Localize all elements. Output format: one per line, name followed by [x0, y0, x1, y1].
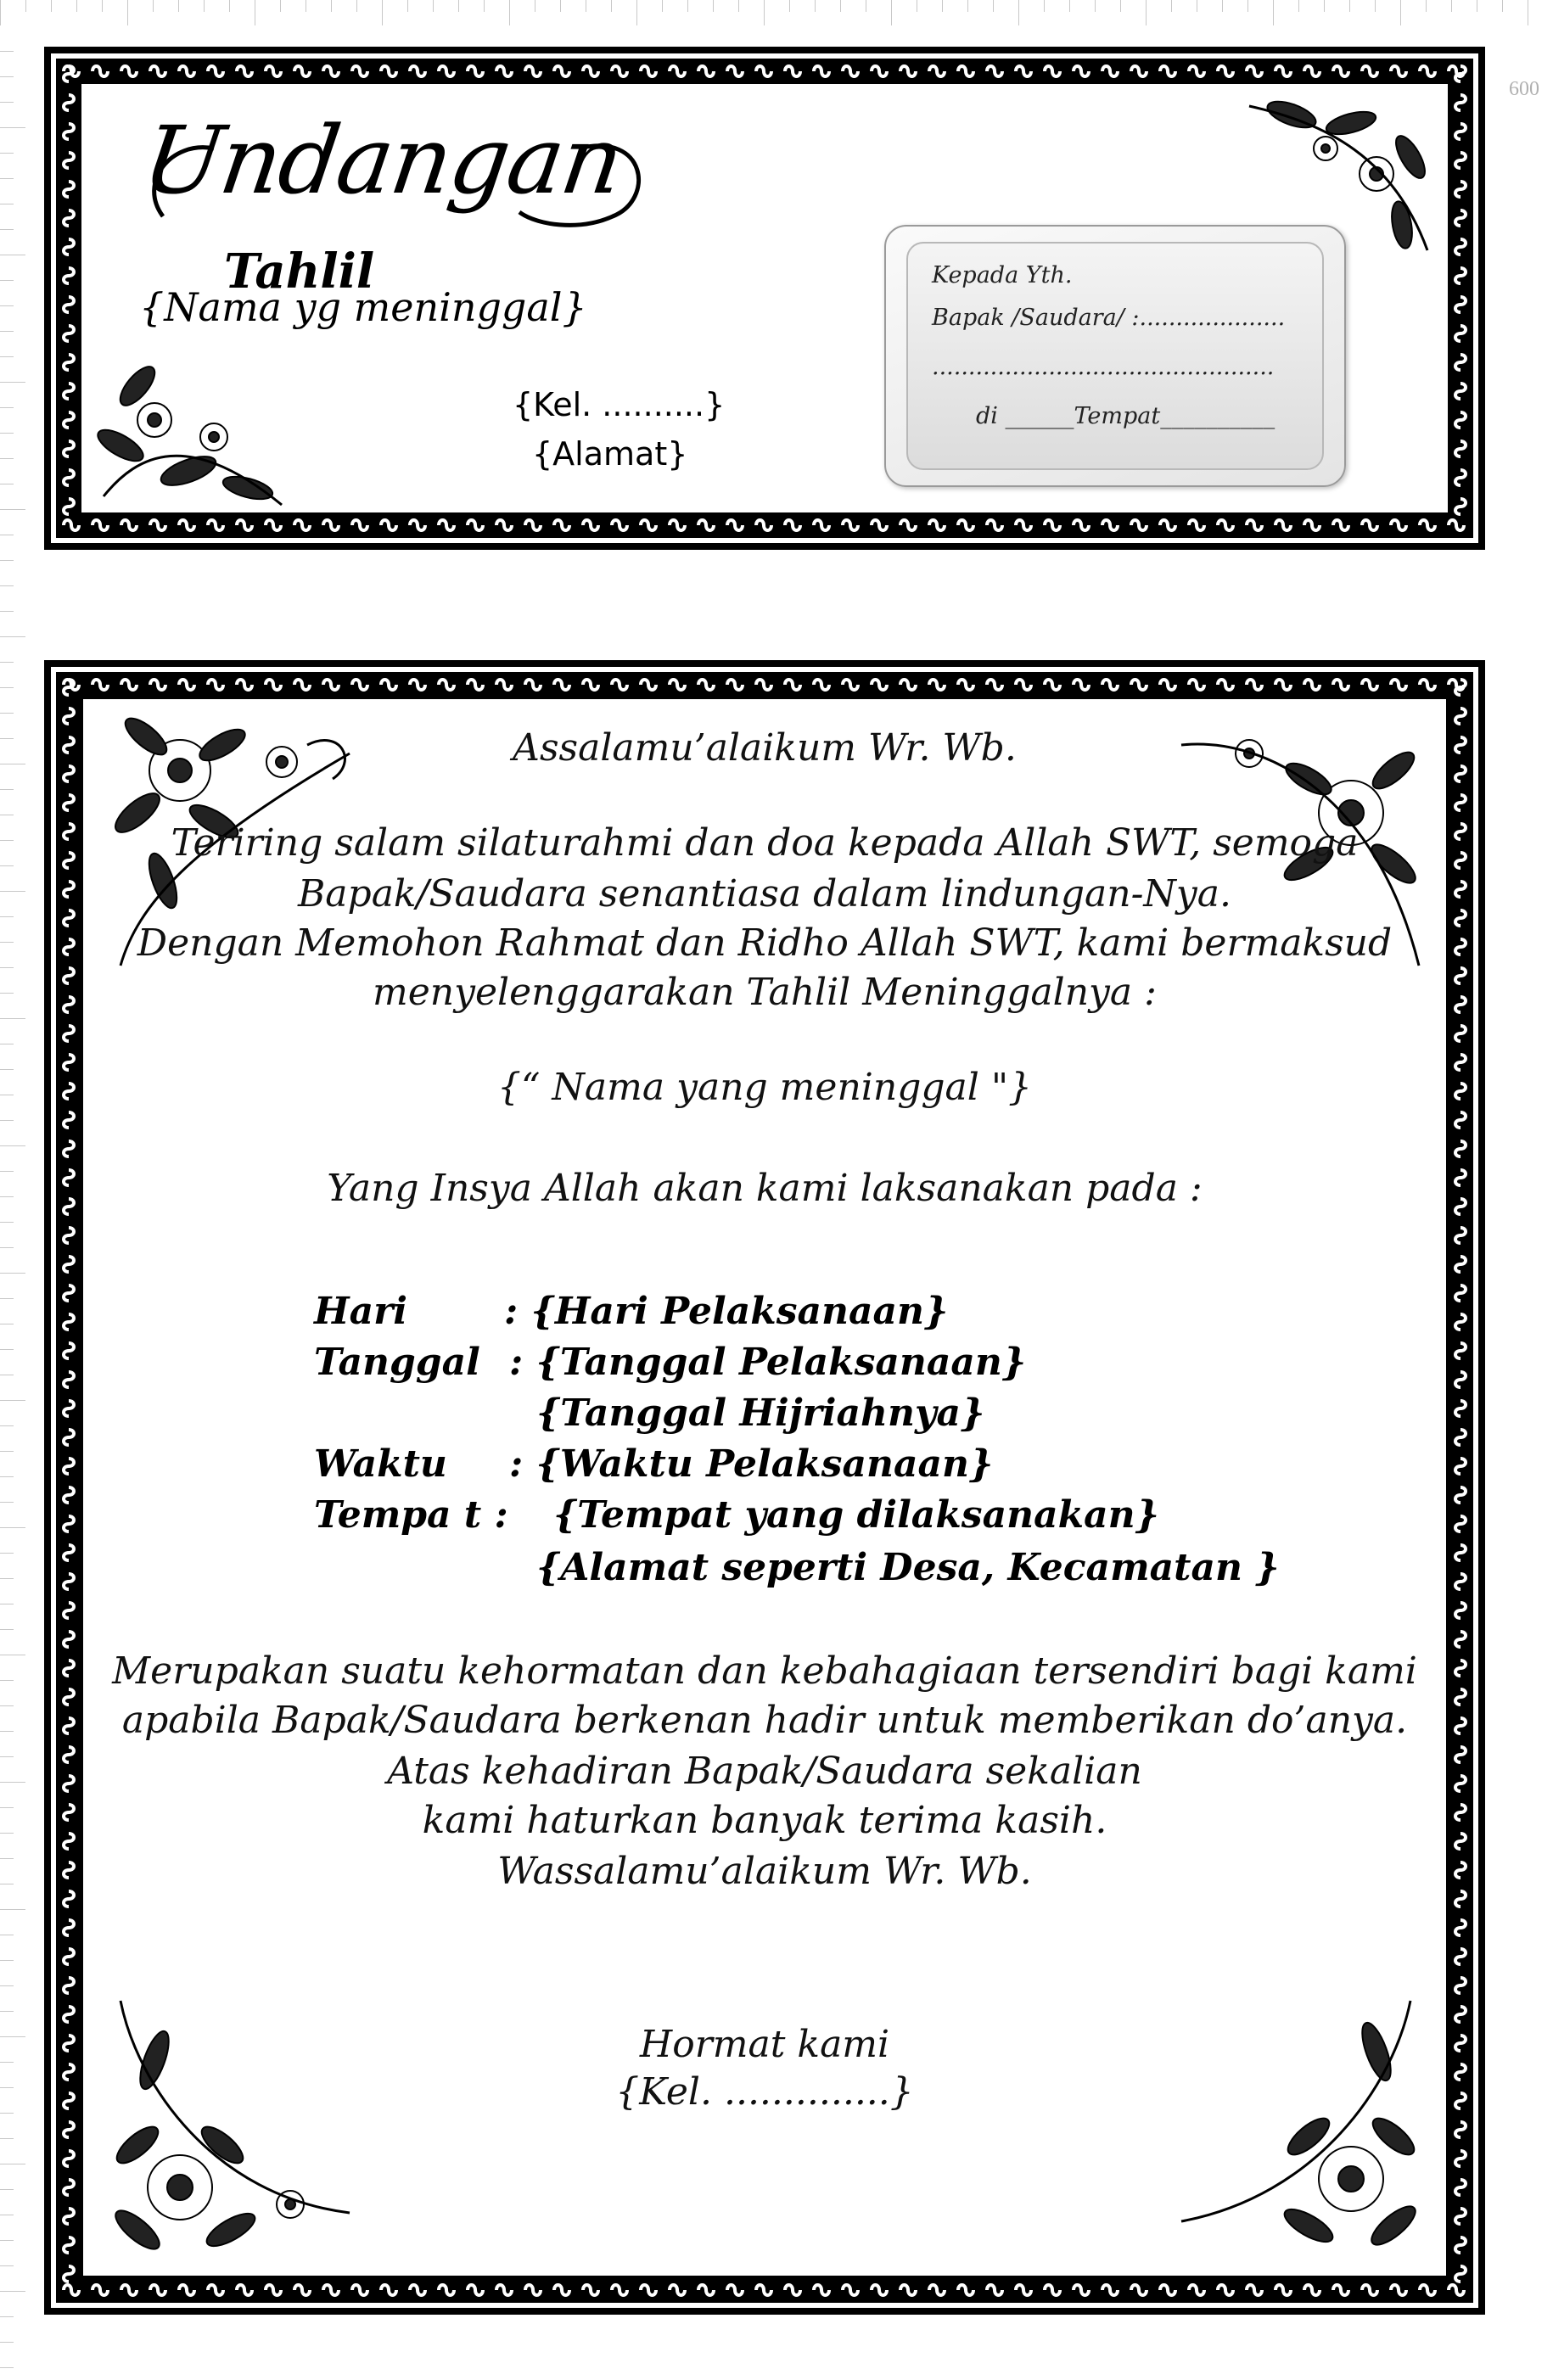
- ruler-tick: [0, 1425, 14, 1426]
- top-ruler: [0, 0, 1553, 100]
- left-ruler: [0, 0, 42, 2380]
- ruler-tick: [0, 636, 25, 637]
- ruler-tick: [407, 0, 408, 12]
- ruler-tick: [0, 433, 14, 434]
- ruler-tick: [0, 280, 14, 281]
- ruler-tick: [0, 713, 14, 714]
- envelope-address: {Alamat}: [532, 435, 688, 473]
- ruler-tick: [0, 127, 25, 128]
- ruler-tick: [1349, 0, 1350, 12]
- ruler-tick: [1146, 0, 1147, 25]
- recipient-line-2: Bapak /Saudara/ :....................: [932, 305, 1286, 331]
- ruler-tick: [0, 382, 25, 383]
- ruler-tick: [0, 178, 14, 179]
- ruler-tick: [0, 1502, 14, 1503]
- ruler-tick: [229, 0, 230, 12]
- detail-tempat-value: {Tempat yang dilaksanakan}: [553, 1493, 1159, 1537]
- title-swirl-icon: [137, 123, 664, 242]
- ruler-tick: [0, 153, 14, 154]
- letter-closing-line-4: kami haturkan banyak terima kasih.: [422, 1799, 1107, 1842]
- address-box-inner: [906, 242, 1324, 470]
- ruler-tick: [0, 585, 14, 586]
- ruler-tick: [0, 1222, 14, 1223]
- ruler-tick: [0, 1782, 25, 1783]
- ruler-tick: [0, 865, 14, 866]
- ruler-tick: [764, 0, 765, 25]
- ruler-tick: [0, 2316, 14, 2317]
- ruler-tick: [0, 331, 14, 332]
- ruler-tick: [0, 1705, 14, 1706]
- ruler-tick: [0, 662, 14, 663]
- ruler-tick: [0, 509, 25, 510]
- ruler-tick: [1171, 0, 1172, 12]
- letter-closing-line-3: Atas kehadiran Bapak/Saudara sekalian: [387, 1750, 1142, 1793]
- ruler-tick: [713, 0, 714, 12]
- ruler-tick: [0, 942, 14, 943]
- ruler-tick: [0, 102, 14, 103]
- ruler-tick: [433, 0, 434, 12]
- detail-alamat-value: {Alamat seperti Desa, Kecamatan }: [536, 1546, 1280, 1589]
- recipient-line-4: di ______Tempat__________: [976, 403, 1275, 429]
- ruler-tick: [0, 51, 14, 52]
- ruler-tick: [178, 0, 179, 12]
- letter-signature-line-2: {Kel. ..............}: [615, 2070, 914, 2114]
- ruler-tick: [0, 356, 14, 357]
- ruler-tick: [458, 0, 459, 12]
- ruler-tick: [1044, 0, 1045, 12]
- detail-tanggal-label: Tanggal: [314, 1341, 480, 1384]
- recipient-line-1: Kepada Yth.: [932, 262, 1073, 288]
- ruler-tick: [1298, 0, 1299, 12]
- ruler-tick: [127, 0, 128, 25]
- ruler-tick: [0, 738, 14, 739]
- ruler-tick: [815, 0, 816, 12]
- ruler-tick: [0, 891, 25, 892]
- ruler-tick: [0, 560, 14, 561]
- detail-hari-label: Hari: [314, 1290, 407, 1333]
- ruler-tick: [0, 2342, 14, 2343]
- detail-hijri-value: {Tanggal Hijriahnya}: [536, 1392, 985, 1435]
- ruler-tick: [967, 0, 968, 12]
- ruler-tick: [0, 1807, 14, 1808]
- ruler-tick: [0, 2367, 14, 2368]
- ruler-tick: [1095, 0, 1096, 12]
- letter-schedule-intro: Yang Insya Allah akan kami laksanakan pada :: [327, 1167, 1203, 1210]
- ruler-tick: [0, 1858, 14, 1859]
- ruler-tick: [356, 0, 357, 12]
- ruler-tick: [382, 0, 383, 25]
- ruler-tick: [0, 840, 14, 841]
- ruler-tick: [0, 2265, 14, 2266]
- envelope-family: {Kel. ..........}: [513, 386, 726, 423]
- ruler-tick: [0, 1756, 14, 1757]
- ruler-tick: [51, 0, 52, 12]
- ruler-tick: [0, 916, 14, 917]
- ruler-tick: [204, 0, 205, 12]
- ruler-tick: [738, 0, 739, 12]
- ruler-tick: [0, 1680, 14, 1681]
- letter-intro-line-1: Teriring salam silaturahmi dan doa kepada Allah SWT, semoga: [171, 821, 1359, 865]
- letter-intro-line-4: menyelenggarakan Tahlil Meninggalnya :: [373, 971, 1157, 1014]
- ruler-tick: [153, 0, 154, 12]
- ruler-tick: [942, 0, 943, 12]
- ruler-tick: [1375, 0, 1376, 12]
- letter-intro-line-2: Bapak/Saudara senantiasa dalam lindungan-Nya.: [297, 872, 1232, 916]
- ruler-tick: [0, 2062, 14, 2063]
- ruler-tick: [840, 0, 841, 12]
- ruler-tick: [0, 2087, 14, 2088]
- letter-panel: [44, 660, 1485, 2315]
- ruler-tick: [102, 0, 103, 12]
- ruler-tick: [993, 0, 994, 12]
- detail-waktu-label: Waktu: [314, 1442, 447, 1486]
- ruler-tick: [1400, 0, 1401, 25]
- ruler-top-label: 600: [1509, 78, 1539, 100]
- recipient-address-box: [884, 225, 1346, 487]
- ruler-tick: [0, 1451, 14, 1452]
- ruler-tick: [1120, 0, 1121, 12]
- detail-tempat-label: Tempa t :: [314, 1493, 508, 1537]
- ruler-tick: [76, 0, 77, 12]
- ruler-tick: [891, 0, 892, 25]
- ruler-tick: [0, 2189, 14, 2190]
- ruler-tick: [789, 0, 790, 12]
- ruler-tick: [0, 1196, 14, 1197]
- ruler-tick: [0, 1069, 14, 1070]
- letter-closing-line-2: apabila Bapak/Saudara berkenan hadir untuk memberikan do’anya.: [121, 1699, 1408, 1742]
- ruler-tick: [0, 789, 14, 790]
- ruler-tick: [1069, 0, 1070, 12]
- envelope-title: Undangan: [137, 106, 629, 215]
- letter-farewell: Wassalamu’alaikum Wr. Wb.: [497, 1850, 1032, 1893]
- ruler-tick: [1502, 0, 1503, 12]
- ruler-tick: [0, 2240, 14, 2241]
- ruler-tick: [0, 458, 14, 459]
- detail-waktu-value: : {Waktu Pelaksanaan}: [509, 1442, 994, 1486]
- ruler-tick: [484, 0, 485, 12]
- detail-hari-value: : {Hari Pelaksanaan}: [504, 1290, 949, 1333]
- detail-tanggal-value: : {Tanggal Pelaksanaan}: [509, 1341, 1027, 1384]
- ruler-tick: [509, 0, 510, 25]
- ruler-tick: [0, 2291, 25, 2292]
- ruler-tick: [0, 1171, 14, 1172]
- ruler-tick: [662, 0, 663, 12]
- ruler-tick: [0, 993, 14, 994]
- ruler-tick: [611, 0, 612, 12]
- ruler-tick: [0, 407, 14, 408]
- ruler-tick: [0, 1273, 25, 1274]
- letter-deceased-name: {“ Nama yang meninggal "}: [496, 1066, 1033, 1109]
- ruler-tick: [0, 611, 14, 612]
- recipient-line-3: ...............................................: [932, 354, 1275, 380]
- ruler-tick: [0, 1145, 25, 1146]
- ruler-tick: [0, 1960, 14, 1961]
- ruler-tick: [0, 1985, 14, 1986]
- ruler-tick: [331, 0, 332, 12]
- envelope-deceased-name: {Nama yg meninggal}: [139, 284, 587, 330]
- ruler-tick: [1018, 0, 1019, 25]
- ruler-tick: [0, 1400, 25, 1401]
- ruler-tick: [1451, 0, 1452, 12]
- ruler-tick: [0, 1247, 14, 1248]
- ruler-tick: [1273, 0, 1274, 25]
- ruler-tick: [0, 1578, 14, 1579]
- ruler-tick: [0, 2011, 14, 2012]
- ruler-tick: [0, 2113, 14, 2114]
- letter-closing-line-1: Merupakan suatu kehormatan dan kebahagiaan tersendiri bagi kami: [112, 1649, 1417, 1693]
- ruler-tick: [0, 1731, 14, 1732]
- ruler-tick: [0, 76, 14, 77]
- ruler-tick: [0, 1120, 14, 1121]
- flower-ornament-icon: [87, 327, 307, 522]
- ruler-tick: [0, 1349, 14, 1350]
- ruler-tick: [0, 2138, 14, 2139]
- ruler-tick: [0, 1833, 14, 1834]
- ruler-tick: [0, 1018, 25, 1019]
- ruler-tick: [280, 0, 281, 12]
- ruler-tick: [1222, 0, 1223, 12]
- ruler-tick: [1247, 0, 1248, 12]
- letter-greeting: Assalamu’alaikum Wr. Wb.: [513, 726, 1017, 770]
- ruler-tick: [0, 1909, 25, 1910]
- ruler-tick: [0, 967, 14, 968]
- envelope-panel: [44, 47, 1485, 550]
- ruler-tick: [0, 305, 14, 306]
- ruler-tick: [687, 0, 688, 12]
- ruler-tick: [560, 0, 561, 12]
- ruler-tick: [0, 229, 14, 230]
- ruler-tick: [0, 1476, 14, 1477]
- ruler-tick: [0, 687, 14, 688]
- ruler-tick: [0, 2036, 25, 2037]
- ruler-tick: [0, 1298, 14, 1299]
- letter-signature-line-1: Hormat kami: [639, 2023, 890, 2066]
- envelope-subtitle: Tahlil: [224, 244, 375, 300]
- ruler-tick: [1426, 0, 1427, 12]
- ruler-tick: [0, 1629, 14, 1630]
- ruler-tick: [636, 0, 637, 25]
- ruler-tick: [0, 1553, 14, 1554]
- ruler-tick: [0, 1527, 25, 1528]
- ruler-tick: [1324, 0, 1325, 12]
- letter-intro-line-3: Dengan Memohon Rahmat dan Ridho Allah SWT, kami bermaksud: [137, 921, 1393, 965]
